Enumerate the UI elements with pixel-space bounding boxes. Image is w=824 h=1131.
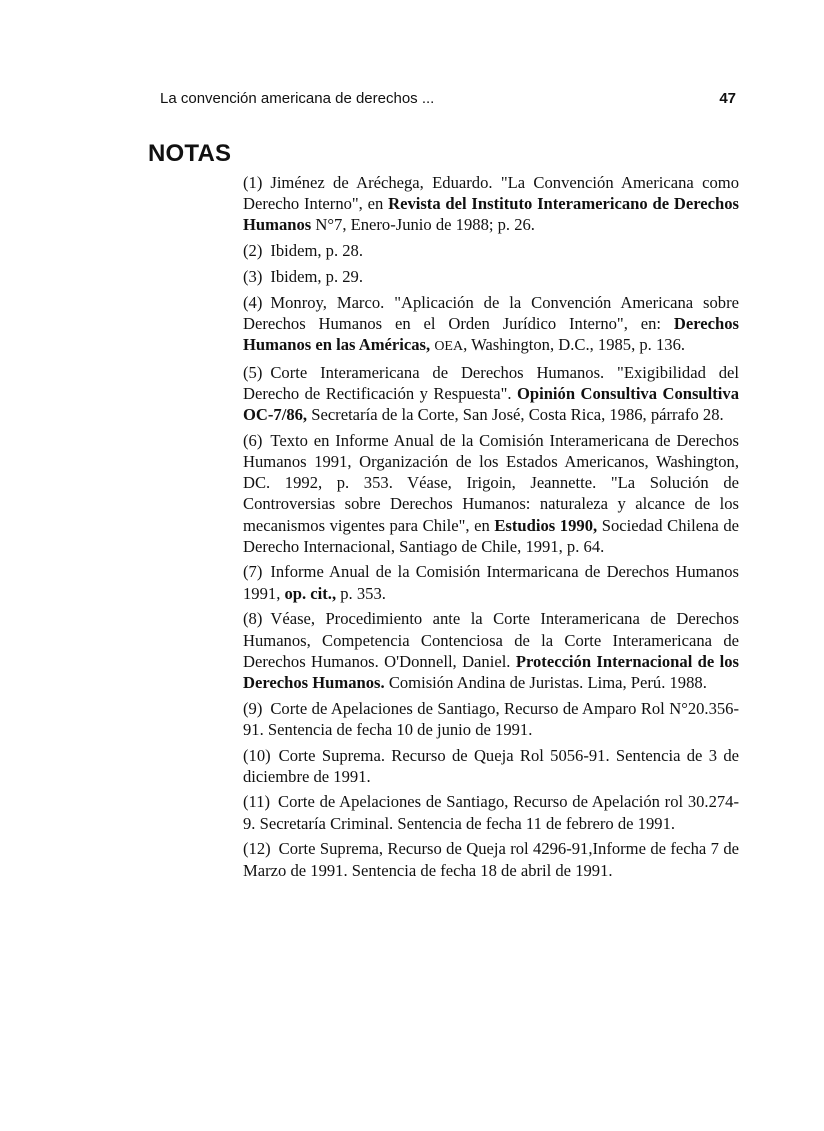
running-header bbox=[160, 90, 740, 107]
note-title-bold: op. cit., bbox=[284, 583, 337, 603]
note-text: Comisión Andina de Juristas. Lima, Perú. 1988. bbox=[384, 672, 707, 692]
note-title-bold: Estudios 1990, bbox=[494, 515, 598, 535]
note-text: OEA bbox=[434, 338, 464, 354]
note-text: N°7, Enero-Junio de 1988; p. 26. bbox=[311, 215, 535, 235]
note-number: (8) bbox=[243, 609, 263, 629]
page-number: 47 bbox=[719, 90, 736, 107]
note-number: (12) bbox=[243, 839, 271, 859]
note-item bbox=[243, 745, 739, 787]
note-title-bold: Opinión Consultiva Consultiva OC-7/86, bbox=[243, 383, 739, 425]
note-title-bold: Derechos Humanos en las Américas, bbox=[243, 313, 739, 354]
note-number: (9) bbox=[243, 698, 263, 718]
note-text: p. 353. bbox=[336, 583, 386, 603]
note-item bbox=[243, 838, 739, 880]
note-item bbox=[243, 172, 739, 236]
note-item bbox=[243, 561, 739, 603]
note-number: (1) bbox=[243, 173, 263, 192]
note-text: Corte Interamericana de Derechos Humanos. "Exigibilidad del Derecho de Rectificación y Respuesta". bbox=[243, 362, 739, 403]
note-item bbox=[243, 791, 739, 833]
note-text: Jiménez de Aréchega, Eduardo. "La Convención Americana como Derecho Interno", en bbox=[243, 173, 739, 214]
note-item bbox=[243, 240, 739, 261]
note-number: (4) bbox=[243, 292, 263, 312]
notes-list bbox=[243, 172, 739, 885]
note-title-bold: Revista del Instituto Interamericano de Derechos Humanos bbox=[243, 194, 739, 235]
note-text: Corte de Apelaciones de Santiago, Recurso de Apelación rol 30.274-9. Secretaría Criminal. Sentencia de fecha 11 de febrero de 1991. bbox=[243, 792, 739, 833]
note-item bbox=[243, 292, 739, 358]
note-number: (11) bbox=[243, 792, 271, 812]
note-item bbox=[243, 430, 739, 557]
note-number: (5) bbox=[243, 362, 263, 382]
section-title: NOTAS bbox=[148, 140, 232, 167]
note-text: Monroy, Marco. "Aplicación de la Convención Americana sobre Derechos Humanos en el Orden Jurídico Interno", en: bbox=[243, 292, 739, 333]
note-number: (3) bbox=[243, 266, 263, 286]
note-text: Sociedad Chilena de Derecho Internacional, Santiago de Chile, 1991, p. 64. bbox=[243, 515, 739, 556]
note-number: (6) bbox=[243, 430, 263, 450]
note-text: Corte Suprema, Recurso de Queja rol 4296-91,Informe de fecha 7 de Marzo de 1991. Sentencia de fecha 18 de abril de 1991. bbox=[243, 839, 739, 880]
note-text: Corte de Apelaciones de Santiago, Recurso de Amparo Rol N°20.356-91. Sentencia de fecha 10 de junio de 1991. bbox=[243, 698, 739, 739]
note-number: (7) bbox=[243, 562, 263, 582]
note-item bbox=[243, 362, 739, 426]
note-number: (10) bbox=[243, 745, 271, 765]
note-number: (2) bbox=[243, 241, 263, 261]
note-text: Informe Anual de la Comisión Intermaricana de Derechos Humanos 1991, bbox=[243, 562, 739, 603]
note-text: , Washington, D.C., 1985, p. 136. bbox=[463, 334, 686, 354]
note-text: Ibidem, p. 28. bbox=[270, 241, 363, 261]
running-title: La convención americana de derechos ... bbox=[160, 90, 435, 107]
note-item bbox=[243, 698, 739, 740]
note-text: Corte Suprema. Recurso de Queja Rol 5056-91. Sentencia de 3 de diciembre de 1991. bbox=[243, 745, 739, 786]
note-title-bold: Protección Internacional de los Derechos Humanos. bbox=[243, 651, 739, 692]
note-item bbox=[243, 266, 739, 287]
note-item bbox=[243, 608, 739, 693]
note-text: Ibidem, p. 29. bbox=[270, 266, 363, 286]
note-text: Texto en Informe Anual de la Comisión Interamericana de Derechos Humanos 1991, Organización de los Estados Americanos, Washington, DC. 1992, p. 353. Véase, Irigoin, Jeannette. "La Solución de Controversias sobre Derechos Humanos: naturaleza y alcance de los mecanismos vigentes para Chile", en bbox=[243, 430, 739, 535]
note-text: Véase, Procedimiento ante la Corte Interamericana de Derechos Humanos, Competencia Contenciosa de la Corte Interamericana de Derechos Humanos. O'Donnell, Daniel. bbox=[243, 609, 739, 671]
note-text: Secretaría de la Corte, San José, Costa Rica, 1986, párrafo 28. bbox=[307, 405, 724, 425]
